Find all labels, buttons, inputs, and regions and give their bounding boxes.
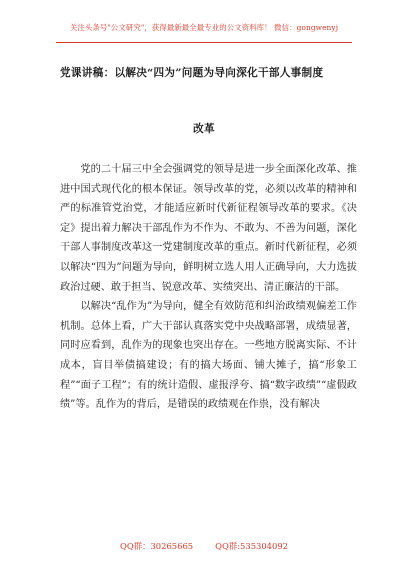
footer-contacts: [0, 540, 408, 552]
document-title: 党课讲稿：以解决“四为”问题为导向深化干部人事制度: [60, 67, 324, 79]
header-divider: [56, 42, 352, 43]
footer-qq-group-2: QQ群:535304092: [215, 541, 288, 551]
document-body: [60, 160, 357, 415]
paragraph: 党的二十届三中全会强调党的领导是进一步全面深化改革、推进中国式现代化的根本保证。领导改革的党，必须以改革的精神和严的标准管党治党，才能适应新时代新征程领导改革的要求。《决定》提出着力解决干部乱作为不作为、不敢为、不善为问题，深化干部人事制度改革这一党建制度改革的重点。新时代新征程，必须以解决“四为”问题为导向，鲜明树立选人用人正确导向，大力选拔政治过硬、敢于担当、锐意改革、实绩突出、清正廉洁的干部。: [60, 164, 357, 293]
document-title-continuation: 改革: [193, 123, 215, 135]
paragraph: 以解决“乱作为”为导向，健全有效防范和纠治政绩观偏差工作机制。总体上看，广大干部认真落实党中央战略部署，成绩显著，同时应看到，乱作为的现象也突出存在。一些地方脱离实际、不计成本，盲目举债搞建设；有的搞大场面、铺大摊子，搞“形象工程”“面子工程”；有的统计造假、虚报浮夸、搞“数字政绩”“虚假政绩”等。乱作为的背后，是错误的政绩观在作祟，没有解决: [60, 301, 357, 411]
header-notice: 关注头条号"公文研究"，获得最新最全最专业的公文资料库！ 微信：gongwenyj: [69, 23, 339, 32]
footer-qq-group-1: QQ群：30265665: [120, 541, 194, 551]
